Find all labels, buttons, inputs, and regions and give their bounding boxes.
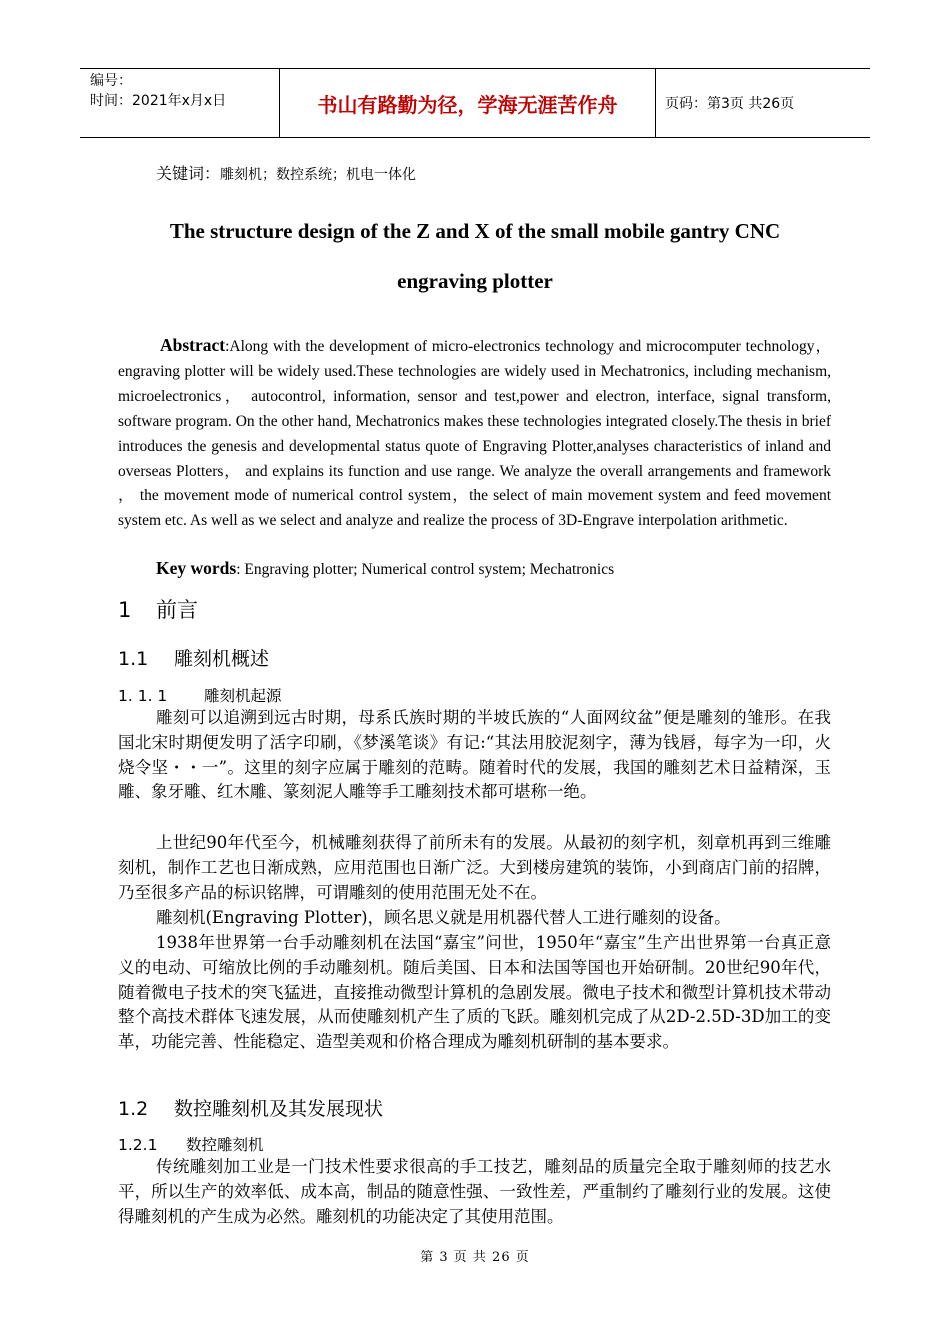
section-heading-1-2 [118, 1094, 383, 1121]
section-number: 1.2.1 [118, 1136, 158, 1154]
english-title-line2: engraving plotter [397, 269, 553, 293]
keywords-en-label: Key words [156, 558, 237, 578]
keywords-cn-text: 雕刻机；数控系统；机电一体化 [220, 167, 417, 183]
section-number: 1. 1. 1 [118, 687, 168, 705]
keywords-cn-label: 关键词： [156, 164, 221, 183]
header-page-info: 页码：第3页 共26页 [665, 96, 795, 112]
section-heading-1 [118, 594, 198, 624]
section-heading-1-1 [118, 644, 269, 671]
section-title: 雕刻机起源 [204, 687, 282, 705]
paragraph-history: 1938年世界第一台手动雕刻机在法国“嘉宝”问世，1950年“嘉宝”生产出世界第一台真正意义的电动、可缩放比例的手动雕刻机。随后美国、日本和法国等国也开始研制。20世纪90年代，随着微电子技术的突飞猛进，直接推动微型计算机的急剧发展。微电子技术和微型计算机技术带动整个高技术群体飞速发展，从而使雕刻机产生了质的飞跃。雕刻机完成了从2D-2.5D-3D加工的变革，功能完善、性能稳定、造型美观和价格合理成为雕刻机研制的基本要求。 [118, 933, 831, 1052]
section-number: 1 [118, 598, 132, 622]
section-title: 前言 [156, 598, 198, 622]
paragraph-nineties: 上世纪90年代至今，机械雕刻获得了前所未有的发展。从最初的刻字机，刻章机再到三维雕刻机，制作工艺也日渐成熟，应用范围也日渐广泛。大到楼房建筑的装饰，小到商店门前的招牌，乃至很多产品的标识铭牌，可谓雕刻的使用范围无处不在。 [118, 833, 831, 902]
header-time-label: 时间：2021年x月x日 [90, 93, 227, 109]
header-meta-cell [80, 69, 280, 137]
header-motto: 书山有路勤为径，学海无涯苦作舟 [280, 69, 656, 137]
section-title: 数控雕刻机 [186, 1136, 264, 1154]
section-title: 数控雕刻机及其发展现状 [174, 1098, 384, 1120]
keywords-en-text: : Engraving plotter; Numerical control system; Mechatronics [236, 561, 615, 578]
paragraph-definition: 雕刻机(Engraving Plotter)，顾名思义就是用机器代替人工进行雕刻的设备。 [156, 908, 731, 927]
section-number: 1.2 [118, 1098, 149, 1120]
page-footer: 第 3 页 共 26 页 [420, 1250, 530, 1265]
header-table [80, 68, 870, 138]
abstract-paragraph [118, 333, 831, 534]
paragraph-traditional: 传统雕刻加工业是一门技术性要求很高的手工技艺，雕刻品的质量完全取于雕刻师的技艺水平，所以生产的效率低、成本高，制品的随意性强、一致性差，严重制约了雕刻行业的发展。这使得雕刻机的产生成为必然。雕刻机的功能决定了其使用范围。 [118, 1157, 831, 1226]
keywords-cn [156, 161, 416, 184]
section-title: 雕刻机概述 [174, 648, 270, 670]
english-title-line1: The structure design of the Z and X of the small mobile gantry CNC [169, 219, 781, 243]
section-heading-1-1-1 [118, 684, 282, 706]
header-number-label: 编号： [90, 73, 132, 89]
keywords-en [156, 558, 614, 579]
abstract-text: :Along with the development of micro-electronics technology and microcomputer technology，engraving plotter will be widely used.These technologies are widely used in Mechatronics, including mechanism, microelectronics， autocontrol, information, sensor and test,power and electron, interface, signal transform, software program. On the other hand, Mechatronics makes these technologies integrated closely.The thesis in brief introduces the genesis and developmental status quote of Engraving Plotter,analyses characteristics of inland and overseas Plotters， and explains its function and use range. We analyze the overall arrangements and framework ， the movement mode of numerical control system，the select of main movement system and feed movement system etc. As well as we select and analyze and realize the process of 3D-Engrave interpolation arithmetic. [118, 338, 831, 530]
abstract-label: Abstract [160, 335, 226, 355]
paragraph-origin: 雕刻可以追溯到远古时期，母系氏族时期的半坡氏族的“人面网纹盆”便是雕刻的雏形。在我国北宋时期便发明了活字印刷，《梦溪笔谈》有记:“其法用胶泥刻字，薄为钱唇，每字为一印，火烧令坚・・一”。这里的刻字应属于雕刻的范畴。随着时代的发展，我国的雕刻艺术日益精深，玉雕、象牙雕、红木雕、篆刻泥人雕等手工雕刻技术都可堪称一绝。 [118, 708, 831, 802]
section-heading-1-2-1 [118, 1133, 264, 1155]
section-number: 1.1 [118, 648, 149, 670]
